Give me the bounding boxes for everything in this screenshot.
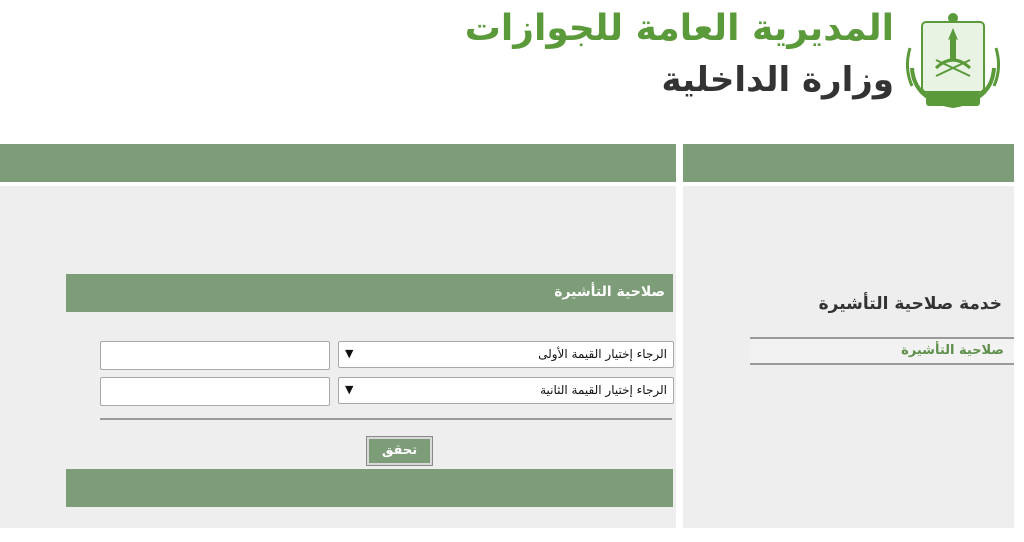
top-bar-side <box>683 144 1014 182</box>
dropdown-arrow-icon: ▼ <box>345 347 354 360</box>
dropdown-arrow-icon: ▼ <box>345 383 354 396</box>
ministry-subtitle: وزارة الداخلية <box>661 60 894 100</box>
sidebar-item-visa-validity[interactable] <box>750 337 1014 365</box>
form-footer <box>66 469 673 507</box>
form-header <box>66 274 673 312</box>
second-value-select[interactable] <box>338 377 674 404</box>
second-value-input[interactable] <box>100 377 330 406</box>
page-title: المديرية العامة للجوازات <box>464 8 894 49</box>
first-value-input[interactable] <box>100 341 330 370</box>
service-title: خدمة صلاحية التأشيرة <box>818 294 1002 314</box>
side-panel <box>683 186 1014 528</box>
form-divider <box>100 418 672 420</box>
sidebar-item-label: صلاحية التأشيرة <box>901 343 1004 358</box>
header <box>0 0 1024 140</box>
verify-button[interactable]: تحقق <box>367 437 432 465</box>
select-value: الرجاء إختيار القيمة الأولى <box>538 347 667 361</box>
first-value-select[interactable] <box>338 341 674 368</box>
form-title: صلاحية التأشيرة <box>554 284 665 300</box>
top-bar-main <box>0 144 676 182</box>
select-value: الرجاء إختيار القيمة الثانية <box>540 383 667 397</box>
passports-emblem-icon <box>900 8 1006 112</box>
